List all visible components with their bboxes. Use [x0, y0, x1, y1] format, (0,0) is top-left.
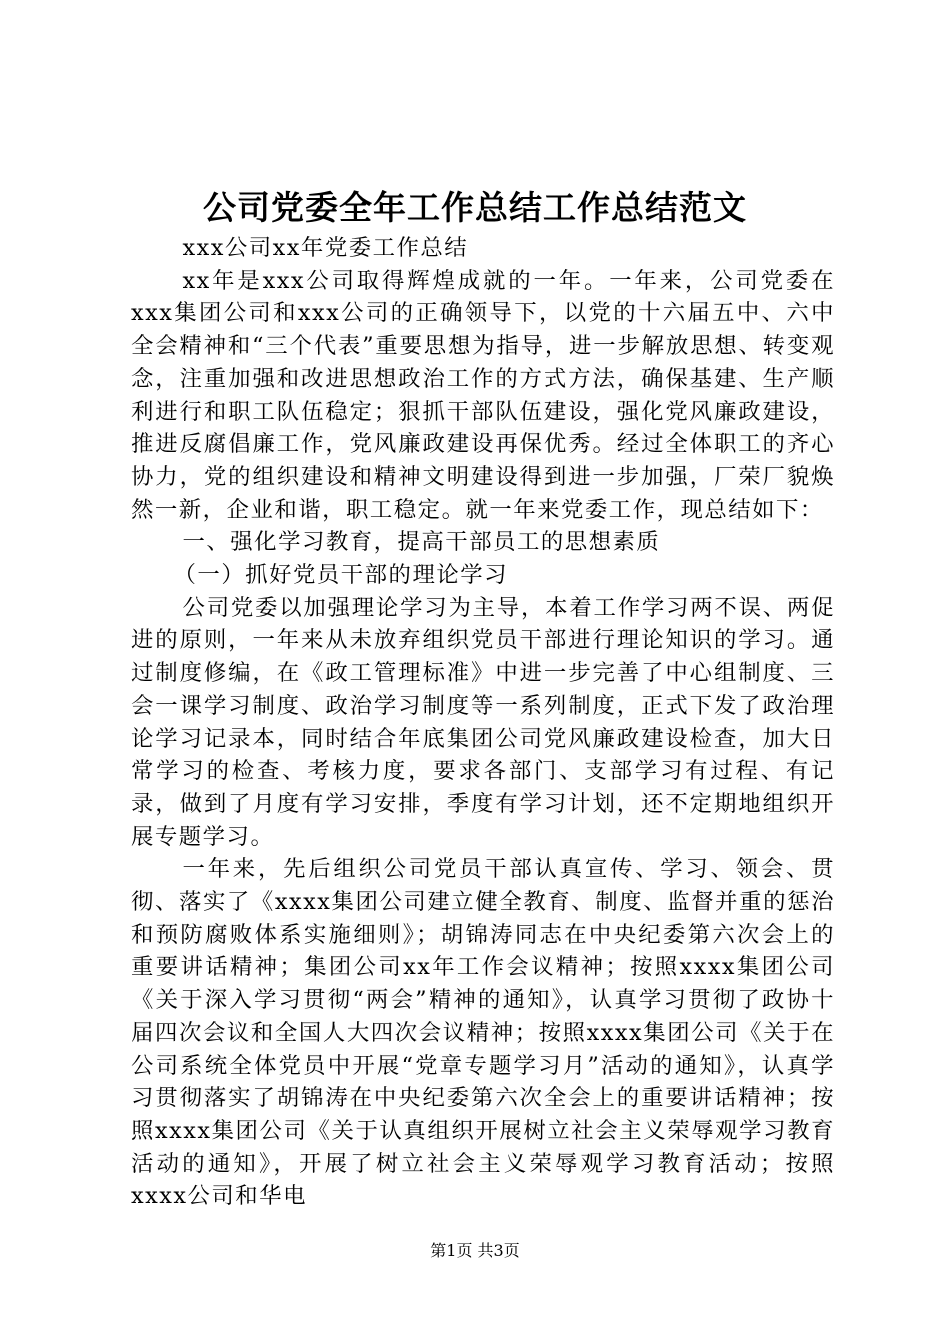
- section-heading-1: 一、强化学习教育，提高干部员工的思想素质: [182, 529, 661, 556]
- page-number-footer: 第1页 共3页: [430, 1241, 520, 1260]
- paragraph-theory-study: 公司党委以加强理论学习为主导，本着工作学习两不误、两促进的原则，一年来从未放弃组织党员干部进行理论知识的学习。通过制度修编，在《政工管理标准》中进一步完善了中心组制度、三会一课学习制度、政治学习制度等一系列制度，正式下发了政治理论学习记录本，同时结合年底集团公司党风廉政建设检查，加大日常学习的检查、考核力度，要求各部门、支部学习有过程、有记录，做到了月度有学习安排，季度有学习计划，还不定期地组织开展专题学习。: [131, 594, 835, 850]
- document-subtitle: xxx公司xx年党委工作总结: [182, 235, 469, 261]
- document-body: [131, 232, 835, 1213]
- document-title: 公司党委全年工作总结工作总结范文: [203, 188, 747, 227]
- paragraph-study-activities: 一年来，先后组织公司党员干部认真宣传、学习、领会、贯彻、落实了《xxxx集团公司建立健全教育、制度、监督并重的惩治和预防腐败体系实施细则》；胡锦涛同志在中央纪委第六次会上的重要讲话精神；集团公司xx年工作会议精神；按照xxxx集团公司《关于深入学习贯彻“两会”精神的通知》，认真学习贯彻了政协十届四次会议和全国人大四次会议精神；按照xxxx集团公司《关于在公司系统全体党员中开展“党章专题学习月”活动的通知》，认真学习贯彻落实了胡锦涛在中央纪委第六次全会上的重要讲话精神；按照xxxx集团公司《关于认真组织开展树立社会主义荣辱观学习教育活动的通知》，开展了树立社会主义荣辱观学习教育活动；按照xxxx公司和华电: [131, 856, 835, 1210]
- paragraph-intro: xx年是xxx公司取得辉煌成就的一年。一年来，公司党委在xxx集团公司和xxx公司的正确领导下，以党的十六届五中、六中全会精神和“三个代表”重要思想为指导，进一步解放思想、转变观念，注重加强和改进思想政治工作的方式方法，确保基建、生产顺利进行和职工队伍稳定；狠抓干部队伍建设，强化党风廉政建设，推进反腐倡廉工作，党风廉政建设再保优秀。经过全体职工的齐心协力，党的组织建设和精神文明建设得到进一步加强，厂荣厂貌焕然一新，企业和谐，职工稳定。就一年来党委工作，现总结如下：: [131, 267, 835, 523]
- subsection-heading-1: （一）抓好党员干部的理论学习: [173, 562, 509, 589]
